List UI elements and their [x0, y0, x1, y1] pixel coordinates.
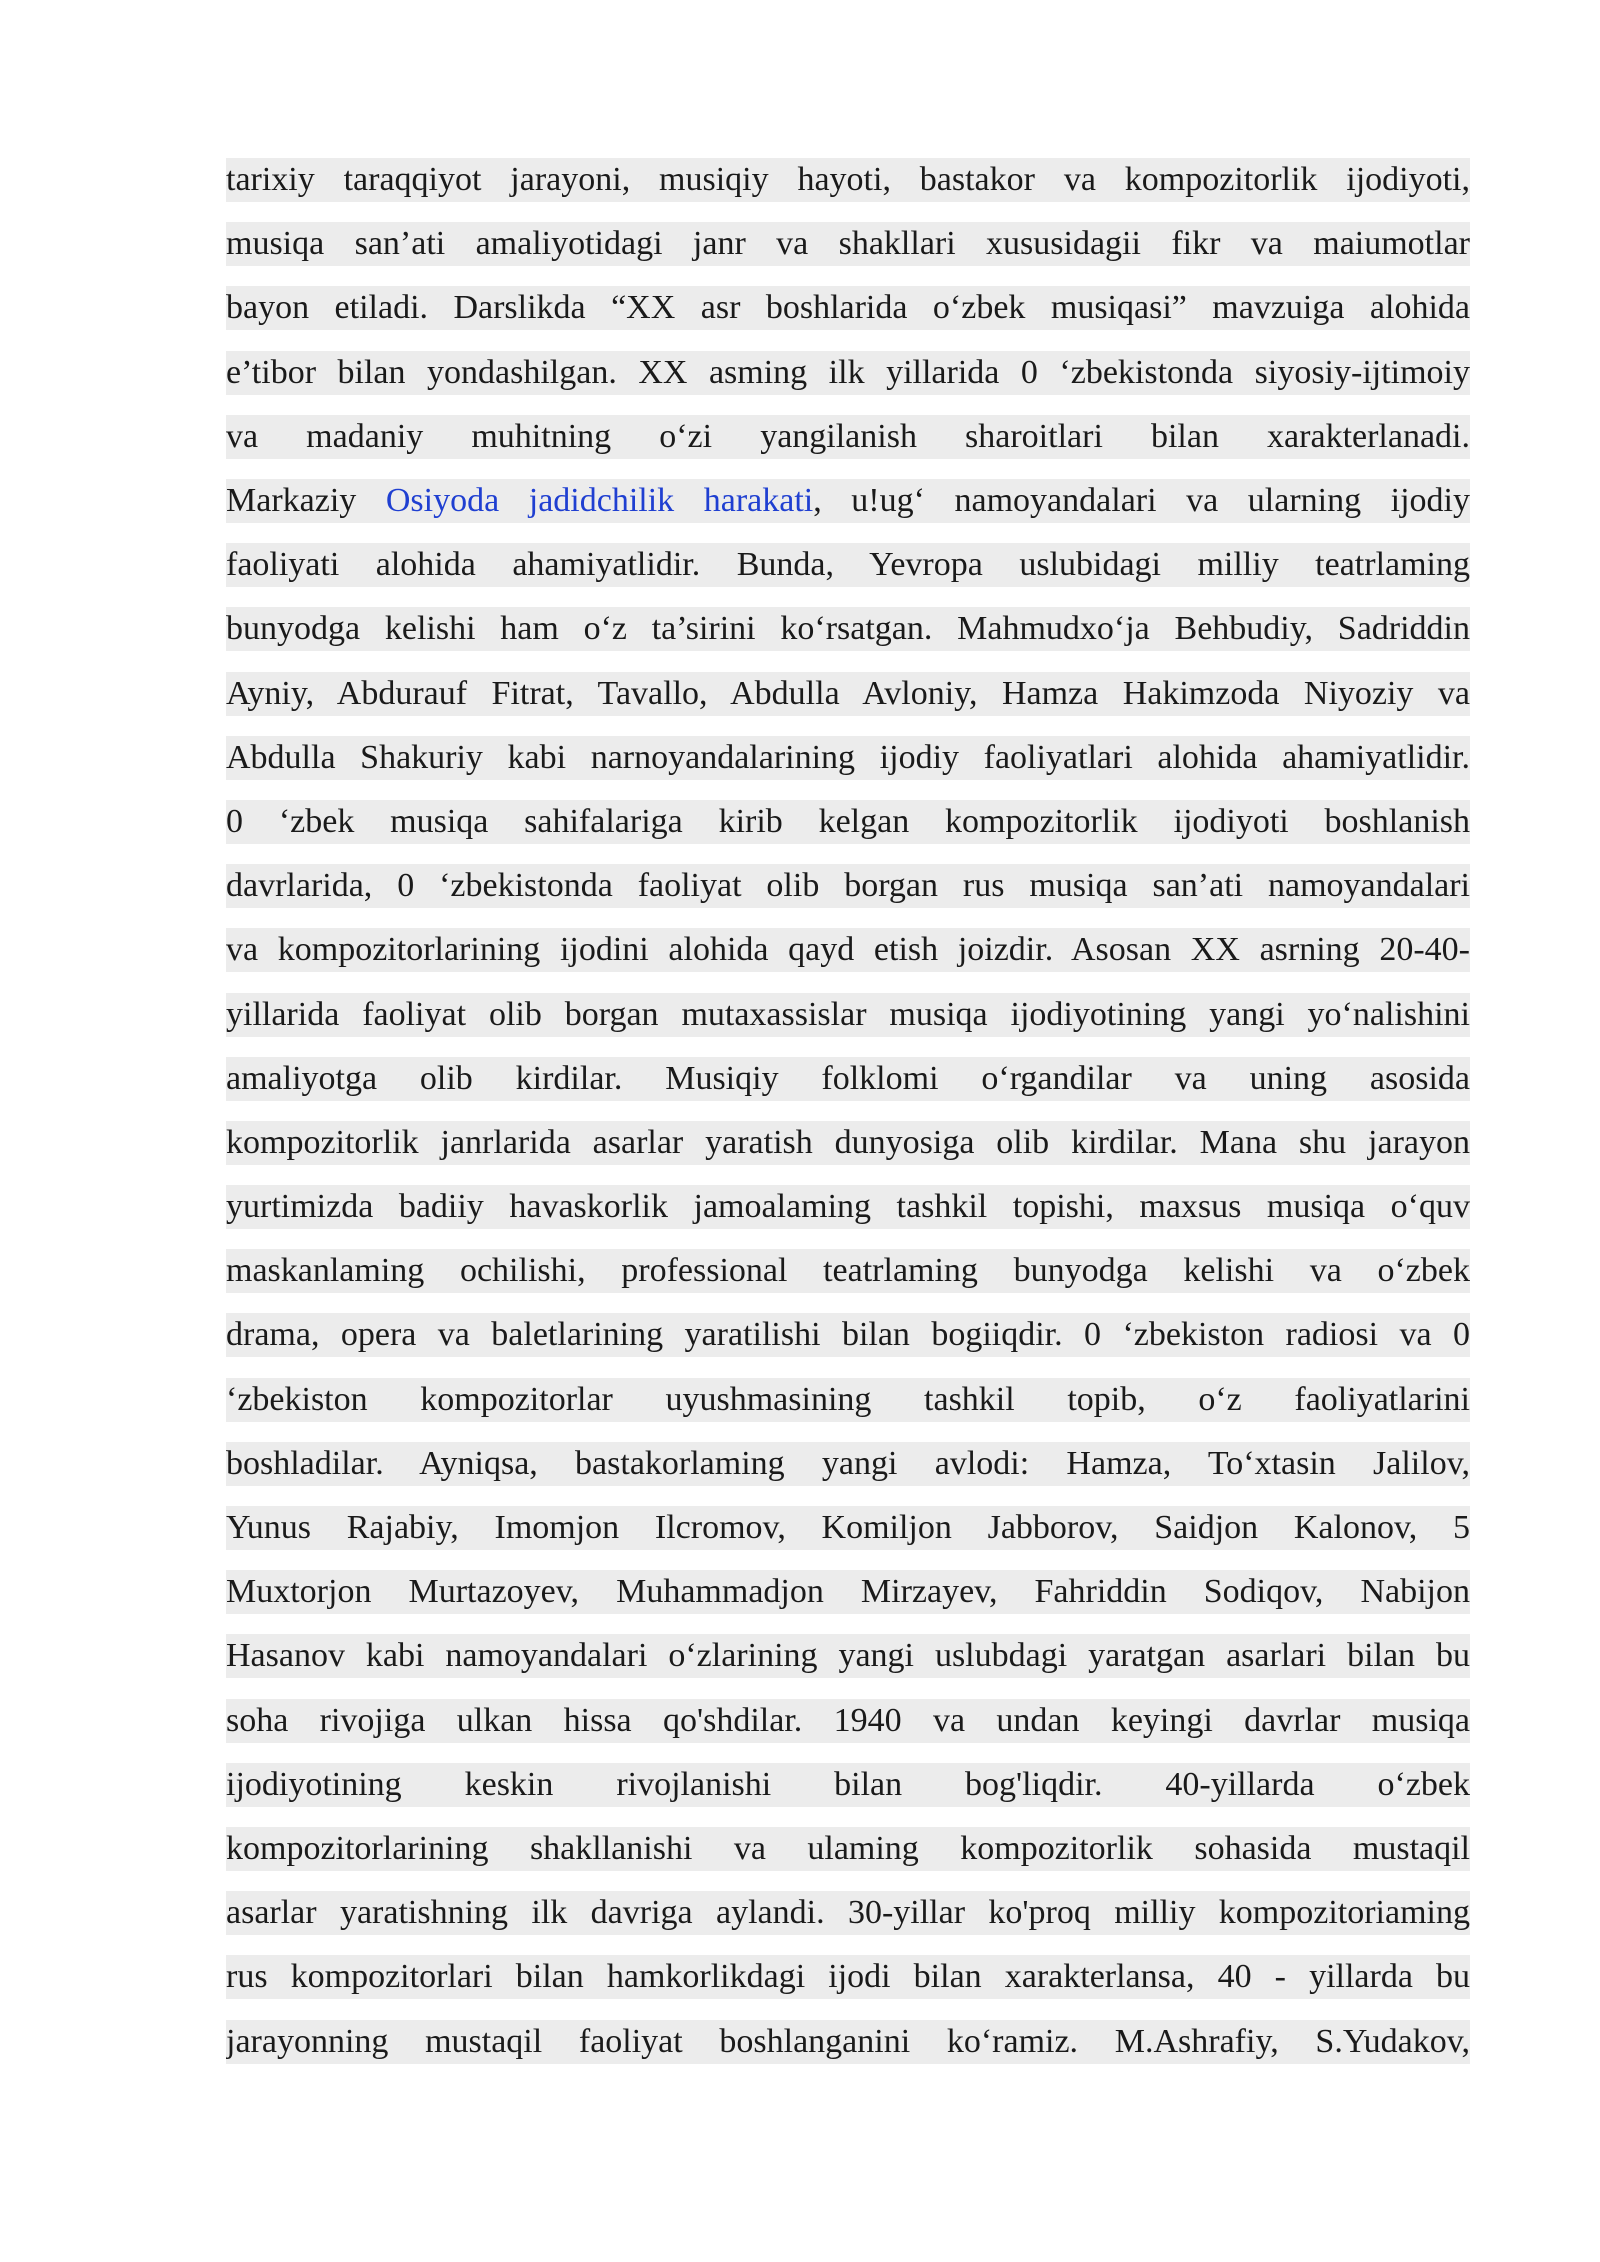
text-segment: , u!ug‘ namoyandalari va ularning ijodiy [813, 482, 1470, 520]
text-line [226, 1239, 1470, 1303]
text-segment: bunyodga kelishi ham o‘z ta’sirini ko‘rsatgan. Mahmudxo‘ja Behbudiy, Sadriddin [226, 610, 1470, 648]
text-line-highlight [226, 1378, 1470, 1422]
text-line-highlight [226, 1057, 1470, 1101]
text-line [226, 469, 1470, 533]
text-line [226, 1624, 1470, 1688]
text-segment: davrlarida, 0 ‘zbekistonda faoliyat olib borgan rus musiqa san’ati namoyandalari [226, 867, 1470, 905]
text-line-highlight [226, 479, 1470, 523]
text-segment: ijodiyotining keskin rivojlanishi bilan bog'liqdir. 40-yillarda o‘zbek [226, 1765, 1470, 1803]
text-segment: 0 ‘zbek musiqa sahifalariga kirib kelgan kompozitorlik ijodiyoti boshlanish [226, 802, 1470, 840]
text-line-highlight [226, 1699, 1470, 1743]
text-line-highlight [226, 351, 1470, 395]
text-line [226, 982, 1470, 1046]
text-segment: Yunus Rajabiy, Imomjon Ilcromov, Komiljon Jabborov, Saidjon Kalonov, 5 [226, 1509, 1470, 1547]
text-segment: boshladilar. Ayniqsa, bastakorlaming yangi avlodi: Hamza, To‘xtasin Jalilov, [226, 1444, 1470, 1482]
text-line [226, 790, 1470, 854]
text-line [226, 1945, 1470, 2009]
text-line [226, 1817, 1470, 1881]
text-line-highlight [226, 1185, 1470, 1229]
text-line [226, 1175, 1470, 1239]
text-line-highlight [226, 1891, 1470, 1935]
text-line [226, 1047, 1470, 1111]
text-segment: e’tibor bilan yondashilgan. XX asming ilk yillarida 0 ‘zbekistonda siyosiy-ijtimoiy [226, 353, 1470, 391]
text-line-highlight [226, 800, 1470, 844]
text-segment: yurtimizda badiiy havaskorlik jamoalaming tashkil topishi, maxsus musiqa o‘quv [226, 1188, 1470, 1226]
text-line-highlight [226, 158, 1470, 202]
text-line [226, 1432, 1470, 1496]
text-segment: yillarida faoliyat olib borgan mutaxassislar musiqa ijodiyotining yangi yo‘nalishini [226, 995, 1470, 1033]
text-segment: va madaniy muhitning o‘zi yangilanish sharoitlari bilan xarakterlanadi. [226, 417, 1470, 455]
text-segment: ‘zbekiston kompozitorlar uyushmasining tashkil topib, o‘z faoliyatlarini [226, 1380, 1470, 1418]
text-line-highlight [226, 1570, 1470, 1614]
text-line-highlight [226, 286, 1470, 330]
text-line [226, 1496, 1470, 1560]
text-segment: Hasanov kabi namoyandalari o‘zlarining yangi uslubdagi yaratgan asarlari bilan bu [226, 1637, 1470, 1675]
text-segment: Muxtorjon Murtazoyev, Muhammadjon Mirzayev, Fahriddin Sodiqov, Nabijon [226, 1573, 1470, 1611]
text-line-highlight [226, 2020, 1470, 2064]
text-line [226, 918, 1470, 982]
text-line-highlight [226, 1506, 1470, 1550]
text-link[interactable]: Osiyoda jadidchilik harakati [385, 482, 814, 520]
body-text [226, 148, 1470, 2074]
text-line-highlight [226, 993, 1470, 1037]
text-segment: Ayniy, Abdurauf Fitrat, Tavallo, Abdulla Avloniy, Hamza Hakimzoda Niyoziy va [226, 674, 1470, 712]
text-line-highlight [226, 1442, 1470, 1486]
text-line-highlight [226, 1955, 1470, 1999]
text-segment: kompozitorlik janrlarida asarlar yaratish dunyosiga olib kirdilar. Mana shu jarayon [226, 1123, 1470, 1161]
text-line [226, 1368, 1470, 1432]
text-segment: faoliyati alohida ahamiyatlidir. Bunda, Yevropa uslubidagi milliy teatrlaming [226, 546, 1470, 584]
text-line [226, 276, 1470, 340]
text-segment: Abdulla Shakuriy kabi narnoyandalarining ijodiy faoliyatlari alohida ahamiyatlidir. [226, 738, 1470, 776]
text-segment: Markaziy [226, 482, 386, 520]
text-line-highlight [226, 672, 1470, 716]
text-line [226, 1303, 1470, 1367]
text-line [226, 533, 1470, 597]
text-line [226, 1560, 1470, 1624]
text-segment: drama, opera va baletlarining yaratilishi bilan bogiiqdir. 0 ‘zbekiston radiosi va 0 [226, 1316, 1470, 1354]
text-segment: va kompozitorlarining ijodini alohida qayd etish joizdir. Asosan XX asrning 20-40- [226, 931, 1470, 969]
text-line [226, 1881, 1470, 1945]
text-line-highlight [226, 1634, 1470, 1678]
text-line [226, 1753, 1470, 1817]
text-line [226, 1111, 1470, 1175]
text-line-highlight [226, 1313, 1470, 1357]
text-line [226, 662, 1470, 726]
text-segment: soha rivojiga ulkan hissa qo'shdilar. 1940 va undan keyingi davrlar musiqa [226, 1701, 1470, 1739]
text-segment: kompozitorlarining shakllanishi va ulaming kompozitorlik sohasida mustaqil [226, 1829, 1470, 1867]
text-segment: musiqa san’ati amaliyotidagi janr va shakllari xususidagii fikr va maiumotlar [226, 225, 1470, 263]
text-line-highlight [226, 415, 1470, 459]
text-line-highlight [226, 222, 1470, 266]
text-line [226, 212, 1470, 276]
text-line-highlight [226, 1763, 1470, 1807]
text-segment: rus kompozitorlari bilan hamkorlikdagi ijodi bilan xarakterlansa, 40 - yillarda bu [226, 1958, 1470, 1996]
text-line [226, 1689, 1470, 1753]
text-segment: asarlar yaratishning ilk davriga aylandi. 30-yillar ko'proq milliy kompozitoriaming [226, 1894, 1470, 1932]
text-line-highlight [226, 1827, 1470, 1871]
text-line [226, 341, 1470, 405]
text-segment: maskanlaming ochilishi, professional teatrlaming bunyodga kelishi va o‘zbek [226, 1252, 1470, 1290]
text-segment: amaliyotga olib kirdilar. Musiqiy folklomi o‘rgandilar va uning asosida [226, 1059, 1470, 1097]
text-line-highlight [226, 736, 1470, 780]
text-line [226, 597, 1470, 661]
text-line-highlight [226, 864, 1470, 908]
text-line-highlight [226, 607, 1470, 651]
text-line [226, 2009, 1470, 2073]
text-line [226, 148, 1470, 212]
text-line-highlight [226, 1121, 1470, 1165]
text-segment: bayon etiladi. Darslikda “XX asr boshlarida o‘zbek musiqasi” mavzuiga alohida [226, 289, 1470, 327]
text-line [226, 854, 1470, 918]
text-segment: tarixiy taraqqiyot jarayoni, musiqiy hayoti, bastakor va kompozitorlik ijodiyoti, [226, 161, 1470, 199]
text-segment: jarayonning mustaqil faoliyat boshlanganini ko‘ramiz. M.Ashrafiy, S.Yudakov, [226, 2022, 1470, 2060]
text-line [226, 726, 1470, 790]
text-line [226, 405, 1470, 469]
text-line-highlight [226, 1249, 1470, 1293]
text-line-highlight [226, 928, 1470, 972]
text-line-highlight [226, 543, 1470, 587]
